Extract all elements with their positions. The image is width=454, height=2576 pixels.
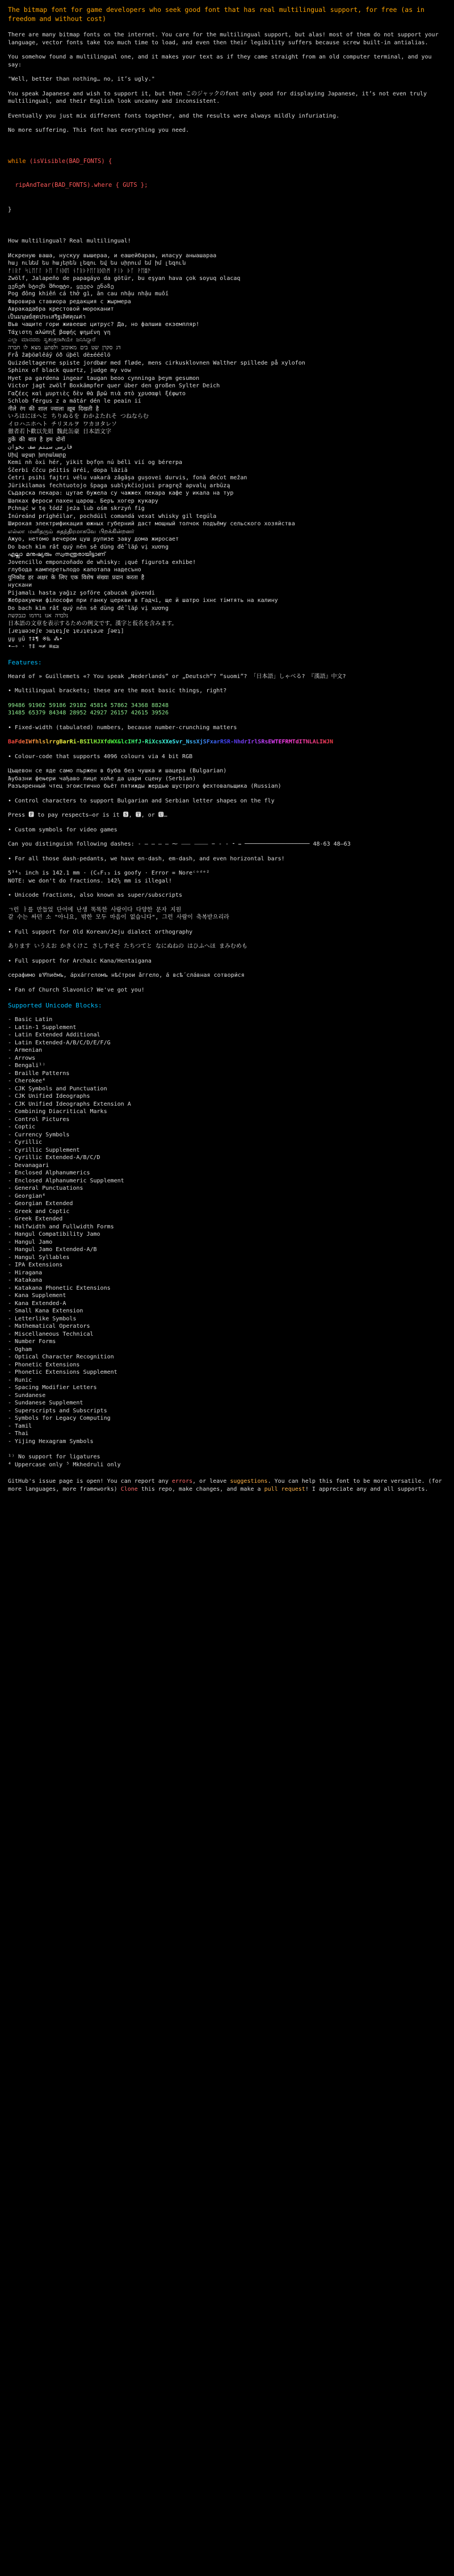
rainbow-char: I bbox=[247, 739, 251, 746]
rainbow-char: T bbox=[292, 739, 296, 746]
sample-line: Frå žæþöølêáý óð úþél dë±ééélö bbox=[8, 352, 111, 359]
rainbow-char: r bbox=[251, 739, 255, 746]
block-item: - Basic Latin bbox=[8, 1017, 53, 1023]
block-item: - Small Kana Extension bbox=[8, 1308, 83, 1315]
block-item: - Cyrillic bbox=[8, 1139, 43, 1146]
code-line-1: (isVisible(BAD_FONTS) { bbox=[26, 157, 112, 165]
rainbow-char: B bbox=[8, 739, 12, 746]
hangul-line: ㄱ런 ㅏ를 만들었 단어에 난생 똑똑한 사람이다 다양한 문자 지원 bbox=[8, 906, 182, 913]
rainbow-char: R bbox=[227, 739, 231, 746]
rainbow-char: J bbox=[96, 739, 100, 746]
bg-line: Цъщевон се яде само пържен в буба без чушка и шацера (Bulgarian) bbox=[8, 768, 227, 775]
rainbow-char: W bbox=[110, 739, 114, 746]
pull-request-link[interactable]: pull request bbox=[264, 1486, 305, 1492]
rainbow-char: d bbox=[295, 739, 299, 746]
rainbow-char: A bbox=[312, 739, 316, 746]
block-item: - Kana Supplement bbox=[8, 1293, 66, 1299]
rainbow-char: x bbox=[209, 739, 213, 746]
code-line-3: } bbox=[8, 206, 12, 213]
sample-line: Τάχιστη αλώπηξ βαφής ψημένη γη bbox=[8, 329, 111, 336]
rainbow-char: X bbox=[165, 739, 169, 746]
rainbow-char: F bbox=[206, 739, 210, 746]
rainbow-char: W bbox=[28, 739, 32, 746]
rainbow-char: R bbox=[69, 739, 73, 746]
rainbow-char: g bbox=[56, 739, 60, 746]
footer-part: . You can help this font to be more versatile. (for more languages, more frameworks) bbox=[8, 1478, 442, 1492]
sample-line: فارسی سینم صف بخوان bbox=[8, 444, 73, 451]
block-item: - Number Forms bbox=[8, 1339, 56, 1345]
rainbow-char: R bbox=[285, 739, 289, 746]
rainbow-char: c bbox=[124, 739, 128, 746]
feature-colour: • Colour-code that supports 4096 colours via 4 bit RGB bbox=[8, 753, 193, 760]
rainbow-char: c bbox=[155, 739, 159, 746]
rainbow-char: l bbox=[39, 739, 43, 746]
rainbow-char: W bbox=[322, 739, 326, 746]
block-item: - Latin Extended Additional bbox=[8, 1032, 100, 1039]
block-item: - Phonetic Extensions Supplement bbox=[8, 1369, 117, 1376]
rainbow-char: X bbox=[100, 739, 104, 746]
blocks-list bbox=[8, 1016, 446, 1445]
block-item: - IPA Extensions bbox=[8, 1262, 63, 1269]
superscript-line: 5³⁴₅ inch is 142.1 mm · (C₆F₁₃ is goofy · Error = Noreᶜᵒᵈᵉ² bbox=[8, 870, 210, 877]
sample-line: 徹者若卜歡以先姐 魏此缶豪 日本語文字 bbox=[8, 429, 112, 436]
block-item: - Hangul Syllables bbox=[8, 1254, 70, 1261]
rainbow-char: H bbox=[93, 739, 97, 746]
rainbow-char: L bbox=[309, 739, 313, 746]
rainbow-char: I bbox=[299, 739, 302, 746]
block-item: - Yijing Hexagram Symbols bbox=[8, 1438, 94, 1445]
feature-kana: • Full support for Archaic Kana/Hentaigana bbox=[8, 957, 152, 964]
rainbow-char: s bbox=[264, 739, 268, 746]
rainbow-char: R bbox=[145, 739, 149, 746]
block-item: - Mathematical Operators bbox=[8, 1323, 90, 1330]
block-item: - Optical Character Recognition bbox=[8, 1354, 114, 1361]
bg-line: Разъяренный чтец эгоистично бьёт пятижды жердью шустрого фехтовальщика (Russian) bbox=[8, 783, 281, 790]
footer-part: , or leave bbox=[192, 1478, 230, 1485]
rainbow-char: a bbox=[213, 739, 217, 746]
code-line-2: ripAndTear(BAD_FONTS).where { GUTS }; bbox=[8, 182, 148, 189]
rainbow-char: J bbox=[326, 739, 330, 746]
rainbow-char: a bbox=[62, 739, 66, 746]
block-item: - Ogham bbox=[8, 1346, 32, 1353]
hangul-line: 같 수는 싸던 소 "아니요, 밖한 모두 마음이 없습니다", 그런 사람이 축복받으리라 bbox=[8, 914, 229, 921]
rainbow-char: T bbox=[275, 739, 279, 746]
rainbow-char: s bbox=[158, 739, 162, 746]
rainbow-char: N bbox=[329, 739, 333, 746]
rainbow-char: j bbox=[199, 739, 203, 746]
rainbow-char: S bbox=[172, 739, 176, 746]
code-snippet bbox=[8, 141, 446, 230]
rainbow-char: R bbox=[220, 739, 224, 746]
feature-brackets: • Multilingual brackets; these are the most basic things, right? bbox=[8, 688, 227, 695]
rainbow-char: - bbox=[230, 739, 234, 746]
block-item: - Hangul Compatibility Jamo bbox=[8, 1231, 100, 1238]
block-item: - Georgian⁴ bbox=[8, 1193, 46, 1199]
rainbow-char: E bbox=[278, 739, 282, 746]
sample-line: нускани bbox=[8, 582, 32, 589]
rainbow-char: f bbox=[103, 739, 107, 746]
rainbow-char: h bbox=[35, 739, 39, 746]
sample-line: Съдарска пекара: цутае бужела су чажжех пекара кафе у икала на тур bbox=[8, 490, 234, 497]
feature-slavonic: • Fan of Church Slavonic? We've got you! bbox=[8, 986, 145, 993]
blocks-title: Supported Unicode Blocks: bbox=[8, 1002, 102, 1010]
sample-heading: How multilingual? Real multilingual! bbox=[8, 238, 131, 245]
sample-line: 日本語の文章を表示するための例文です。漢字と仮名を含みます。 bbox=[8, 620, 178, 627]
sample-line: דג סקרן שט בים מאוכזב ולפתע מצא לו חברה bbox=[8, 344, 121, 351]
rainbow-char: d bbox=[241, 739, 245, 746]
sample-line: Pijamalı hasta yağız şoföre çabucak güvendi bbox=[8, 589, 155, 596]
rainbow-char: a bbox=[11, 739, 15, 746]
rainbow-char: N bbox=[186, 739, 190, 746]
rainbow-char: S bbox=[258, 739, 262, 746]
rainbow-char: r bbox=[216, 739, 220, 746]
rainbow-char: I bbox=[25, 739, 29, 746]
sample-line: Do bach kìm rất quý nên sẽ dùng để lắp vị xương bbox=[8, 543, 169, 550]
sample-line: ∙–∘ · †‡ ≈≠ ≡≤≥ bbox=[8, 643, 60, 650]
rainbow-char: N bbox=[234, 739, 238, 746]
block-item: - Hangul Jamo bbox=[8, 1239, 53, 1245]
rainbow-char: r bbox=[244, 739, 248, 746]
numbers-row: 99486 91902 59186 29182 45814 57862 34368 88248 bbox=[8, 702, 169, 709]
rainbow-char: _ bbox=[182, 739, 186, 746]
block-item: - Enclosed Alphanumerics bbox=[8, 1170, 90, 1177]
rainbow-char: r bbox=[49, 739, 53, 746]
dashes-line: Can you distinguish following dashes: - – — ‒ ― ⁓ ⸺ ⸻ − ‐ ‑ ⁃ ⎯ ─────────────────── 48-63 48–63 bbox=[8, 841, 351, 848]
rainbow-char: f bbox=[134, 739, 138, 746]
sample-line: เป็นมนุษย์สุดประเสริฐเลิศคุณค่า bbox=[8, 313, 86, 320]
rainbow-char: l bbox=[121, 739, 125, 746]
intro-text: The bitmap font for game developers who seek good font that has real multilingual support, for free (as in freedom and without cost) bbox=[8, 6, 424, 23]
rainbow-char: B bbox=[79, 739, 83, 746]
sample-line: Schlob férgus z a mátár dén le peain ií bbox=[8, 398, 141, 405]
rainbow-char: d bbox=[107, 739, 111, 746]
suggestions-link[interactable]: suggestions bbox=[230, 1478, 268, 1485]
footer-part: ! I appreciate any and all supports. bbox=[305, 1486, 428, 1492]
footer-part: GitHub's issue page is open! You can report any bbox=[8, 1478, 172, 1485]
sample-line: எல்லா மனிதரும் சுதந்திரமாகவே பிறக்கின்றனர் bbox=[8, 528, 134, 535]
block-item: - Greek and Coptic bbox=[8, 1208, 70, 1215]
block-item: - Sundanese Supplement bbox=[8, 1400, 83, 1407]
rainbow-char: E bbox=[268, 739, 272, 746]
sample-line: Սիվ աջար խորանարք bbox=[8, 451, 66, 458]
block-item: - Control Pictures bbox=[8, 1116, 70, 1123]
sample-line: Жебракуючи філософи при ганку церкви в Гадчі, ще й шатро іхнє тімтять на калину bbox=[8, 597, 278, 604]
rainbow-char: r bbox=[52, 739, 56, 746]
rainbow-char: H bbox=[131, 739, 135, 746]
rainbow-char: & bbox=[117, 739, 121, 746]
sample-line: Jürikilamas fechtuotojo špaga sublykčiojusi pragręž apvalų arbūzą bbox=[8, 482, 230, 489]
rainbow-char: F bbox=[281, 739, 285, 746]
rainbow-char: i bbox=[73, 739, 77, 746]
sample-line: Във чащите гори живееше цитрус? Да, но фалшив екземпляр! bbox=[8, 321, 200, 328]
rainbow-char: X bbox=[114, 739, 117, 746]
rainbow-char: I bbox=[86, 739, 90, 746]
rainbow-char: - bbox=[76, 739, 80, 746]
block-item: - Sundanese bbox=[8, 1392, 46, 1399]
block-item: - Currency Symbols bbox=[8, 1131, 70, 1138]
rainbow-char: s bbox=[42, 739, 46, 746]
block-item: - Halfwidth and Fullwidth Forms bbox=[8, 1223, 114, 1230]
block-item: - Spacing Modifier Letters bbox=[8, 1385, 97, 1391]
rainbow-char: S bbox=[83, 739, 87, 746]
paragraph: No more suffering. This font has everything you need. bbox=[8, 127, 190, 134]
rainbow-char: R bbox=[261, 739, 265, 746]
sample-line: എല്ലാ മനുഷ്യരും സ്വതന്ത്രരായിട്ടാണ് bbox=[8, 551, 106, 558]
sample-line: Četri psihi fajtri vélu vakară zâgășa gușovei durvis, fonă ďećot mežan bbox=[8, 475, 247, 482]
rainbow-char: F bbox=[15, 739, 19, 746]
rainbow-char: J bbox=[138, 739, 142, 746]
features-title: Features: bbox=[8, 658, 42, 666]
code-keyword: while bbox=[8, 157, 26, 165]
block-item: - Bengali¹⁾ bbox=[8, 1063, 46, 1069]
sample-line: Искреную ваша, нускуу вышераа, и еашейбараа, иласуу аныашараа bbox=[8, 252, 217, 259]
block-item: - CJK Unified Ideographs Extension A bbox=[8, 1101, 131, 1107]
sample-line: Quizdeltagerne spiste jordbær med fløde, mens cirkusklovnen Walther spillede på xylofon bbox=[8, 359, 305, 366]
footnotes bbox=[8, 1453, 446, 1469]
rainbow-char: s bbox=[189, 739, 193, 746]
rainbow-char: h bbox=[237, 739, 241, 746]
paragraph: Eventually you just mix different fonts together, and the results were always mildly infuriating. bbox=[8, 112, 339, 119]
slavonic-line: серафимо вѰ̆пиёмъ, а́рха́ггеломъ нѣ́строи ̀а́ггело, а́ всѣ́ сла́вная сотвори́ся bbox=[8, 972, 245, 979]
block-item: - Braille Patterns bbox=[8, 1070, 70, 1077]
block-item: - Symbols for Legacy Computing bbox=[8, 1415, 111, 1422]
footer-text bbox=[8, 1478, 446, 1493]
sample-line: Kemi nǹ òxi hér, yikit bọfọn nú bé̀lì vií og bérerpa bbox=[8, 459, 183, 466]
sample-line: Γαζέες καὶ μυρτιὲς δὲν θὰ βρῶ πιὰ στὸ χρυσαφὶ ξέφωτο bbox=[8, 390, 186, 397]
feature-custom-symbols: • Custom symbols for video games bbox=[8, 826, 117, 833]
block-item: - Letterlike Symbols bbox=[8, 1315, 77, 1322]
block-item: - Katakana Phonetic Extensions bbox=[8, 1285, 111, 1291]
rainbow-char: M bbox=[288, 739, 292, 746]
sample-line: Zwölf, Jalapeño de papagáyo da götür, bu eşyan hava çok soyuq olacaq bbox=[8, 275, 241, 282]
rainbow-char: s bbox=[192, 739, 196, 746]
errors-link[interactable]: errors bbox=[171, 1478, 193, 1485]
block-item: - Combining Diacritical Marks bbox=[8, 1109, 107, 1115]
rainbow-char: T bbox=[302, 739, 306, 746]
sample-line: Sphinx of black quartz, judge my vow bbox=[8, 367, 131, 374]
rainbow-char: r bbox=[66, 739, 70, 746]
footnote: ⁴ Uppercase only ⁵ Mkhedruli only bbox=[8, 1461, 121, 1468]
clone-link[interactable]: Clone bbox=[120, 1486, 138, 1492]
block-item: - Kana Extended-A bbox=[8, 1300, 66, 1307]
block-item: - Armenian bbox=[8, 1047, 43, 1054]
block-item: - Katakana bbox=[8, 1277, 43, 1284]
press-line: Press 🅵 to pay respects—or is it 🆂, 🆃, or 🆄… bbox=[8, 812, 167, 819]
rainbow-char: X bbox=[196, 739, 200, 746]
block-item: - Enclosed Alphanumeric Supplement bbox=[8, 1177, 124, 1184]
block-item: - Latin Extended-A/B/C/D/E/F/G bbox=[8, 1039, 111, 1046]
paragraph: There are many bitmap fonts on the internet. You care for the multilingual support, but alas! most of them do not support your language, vector fonts take too much time to load, and even then their legibility suffers because screw built-in antialias. bbox=[8, 32, 439, 46]
numbers-row: 31485 65379 84348 28952 42927 26157 42615 39526 bbox=[8, 710, 169, 717]
block-item: - Miscellaneous Technical bbox=[8, 1331, 94, 1337]
sample-line: Hyet pa gardena ingear taugan beoo cynninga þeym gesumon bbox=[8, 375, 200, 382]
bg-line: Љубазни фењери чађаво лице хоће да џари сцену (Serbian) bbox=[8, 775, 196, 782]
sample-line: ṵṷ ṳṹ †‡¶ ※‰ ⁂‣ bbox=[8, 635, 63, 642]
block-item: - General Punctuations bbox=[8, 1185, 83, 1192]
rainbow-char: S bbox=[223, 739, 227, 746]
sample-line: नीले रंग की शाल ज्वाला ख़ूब दिखती है bbox=[8, 405, 99, 412]
footnote: ¹⁾ No support for ligatures bbox=[8, 1454, 100, 1461]
sample-line: Шапках фероси пахен царош. Беръ хогер кукару bbox=[8, 497, 158, 504]
feature-korean: • Full support for Old Korean/Jeju dialect orthography bbox=[8, 929, 193, 935]
block-item: - CJK Symbols and Punctuation bbox=[8, 1085, 107, 1092]
block-item: - Latin-1 Supplement bbox=[8, 1024, 77, 1031]
rainbow-char: S bbox=[203, 739, 207, 746]
rainbow-char: e bbox=[169, 739, 173, 746]
block-item: - Cherokee⁴ bbox=[8, 1078, 46, 1085]
sample-line: Victor jagt zwölf Boxkämpfer quer über den großen Sylter Deich bbox=[8, 383, 220, 390]
rainbow-char: B bbox=[59, 739, 63, 746]
feature-dashes: • For all those dash-pedants, we have en-dash, em-dash, and even horizontal bars! bbox=[8, 855, 285, 862]
sample-lines bbox=[8, 252, 446, 651]
sample-line: Широкая электрификация южных губерний даст мощный толчок подъёму сельского хозяйства bbox=[8, 521, 295, 528]
rainbow-char: X bbox=[162, 739, 166, 746]
feature-fixed: • Fixed-width (tabulated) numbers, because number-crunching matters bbox=[8, 724, 237, 731]
rainbow-char: - bbox=[141, 739, 145, 746]
rainbow-char: i bbox=[148, 739, 152, 746]
kana-line: あります いうえお かきくけこ さしすせそ たちつてと なにぬねの はひふへほ まみむめも bbox=[8, 943, 248, 950]
feature-heard: Heard of » Guillemets «? You speak „Nederlands” or „Deutsch“? “suomi”? 「日本語」しゃべる? 『漢語』中文? bbox=[8, 673, 346, 680]
block-item: - Hiragana bbox=[8, 1269, 43, 1276]
rainbow-char: N bbox=[305, 739, 309, 746]
rainbow-char: f bbox=[32, 739, 36, 746]
block-item: - Phonetic Extensions bbox=[8, 1361, 80, 1368]
sample-line: ვენერ სტიქს შრიფტი, ყველა ენაზე bbox=[8, 283, 114, 290]
rainbow-char: l bbox=[90, 739, 94, 746]
block-item: - Georgian Extended bbox=[8, 1201, 73, 1207]
rainbow-char: I bbox=[128, 739, 132, 746]
sample-line: युनिकोड हर अक्षर के लिए एक विशेष संख्या प्रदान करता है bbox=[8, 574, 145, 581]
sample-line: հայ ունեմ ես հայերեն լեզու եվ ես սիրում եմ իմ լեզուն bbox=[8, 260, 186, 267]
block-item: - Cyrillic Supplement bbox=[8, 1147, 80, 1153]
rainbow-char: X bbox=[152, 739, 155, 746]
sample-line: глубода камперетьлодо капотапа надесъно bbox=[8, 567, 141, 574]
sample-line: Авракадабра крестовой мороканит bbox=[8, 306, 114, 313]
sample-line: Pog đông khiến cá thở gì, ăn cau nhậu nhậu muối bbox=[8, 291, 169, 298]
sample-line: Ажуо, нетомо вечером цуш рупизе заву дома жиросает bbox=[8, 536, 179, 543]
rainbow-char: W bbox=[271, 739, 275, 746]
block-item: - Greek Extended bbox=[8, 1216, 63, 1223]
sample-line: Ščerbi ččcu péitis äréi, dopa läziä bbox=[8, 467, 128, 474]
feature-control: • Control characters to support Bulgarian and Serbian letter shapes on the fly bbox=[8, 797, 275, 804]
block-item: - Hangul Jamo Extended-A/B bbox=[8, 1247, 97, 1253]
block-item: - Superscripts and Subscripts bbox=[8, 1407, 107, 1414]
block-item: - Thai bbox=[8, 1431, 29, 1437]
paragraph: You speak Japanese and wish to support it, but then このジャックのfont only good for displaying Japanese, it’s not even truly multilingual, and their English look uncanny and inconsistent. bbox=[8, 90, 427, 105]
rainbow-char: L bbox=[316, 739, 320, 746]
quote: "Well, better than nothing… no, it’s ugly." bbox=[8, 76, 155, 83]
rainbow-char: I bbox=[319, 739, 323, 746]
block-item: - Cyrillic Extended-A/B/C/D bbox=[8, 1155, 100, 1161]
block-item: - Coptic bbox=[8, 1124, 36, 1131]
sample-line: [ɹɐʇɯǝɔɐʃɐ ɔɯʇɐʇʃɐ ʇɐɹʇɐʇǝɹɐ ʃəɐʇ] bbox=[8, 628, 124, 635]
sample-line: ಎಲ್ಲಾ ಮಾನವರು ಸ್ವತಂತ್ರರಾಗಿಯೇ ಜನಿಸಿದ್ದಾರೆ bbox=[8, 337, 96, 344]
feature-unicode-fractions: • Unicode fractions, also known as super/subscripts bbox=[8, 892, 183, 899]
block-item: - Runic bbox=[8, 1377, 32, 1383]
rainbow-text bbox=[8, 738, 446, 746]
block-item: - Devanagari bbox=[8, 1162, 49, 1169]
rainbow-char: d bbox=[18, 739, 22, 746]
superscript-note: NOTE: we don't do fractions. 142⅓ mm is illegal! bbox=[8, 877, 172, 884]
rainbow-char: v bbox=[175, 739, 179, 746]
sample-line: ᚠᛁᚱᚩ ᛋᚳᛖᚪᛚ ᚦᛖ ᚪᚾᛞᛖ ᚾᚩᚱᚦᚹᛖᚪᚱᛞᚢᛗ ᚹᛁᚦ ᚦᚪ ᚹᛖᛥᚫ bbox=[8, 267, 152, 274]
block-item: - Tamil bbox=[8, 1423, 32, 1429]
rainbow-char: e bbox=[22, 739, 26, 746]
paragraph: You somehow found a multilingual one, and it makes your text as if they came straight from an old computer terminal, and you say: bbox=[8, 54, 432, 68]
rainbow-char: r bbox=[179, 739, 183, 746]
sample-line: Jovencillo emponzoñado de whisky: ¡qué figurota exhibe! bbox=[8, 559, 196, 566]
sample-line: Do bach kìm rất quý nên sẽ dùng để lắp vị xương bbox=[8, 605, 169, 612]
sample-line: いろはにほへと ちりぬるを わかよたれそ つねならむ bbox=[8, 413, 149, 420]
sample-line: イロハニホヘト チリヌルヲ ワカヨタレソ bbox=[8, 421, 117, 428]
footer-part: this repo, make changes, and make a bbox=[137, 1486, 264, 1492]
sample-line: נלבדה אנו נרדמו כנבקשת bbox=[8, 613, 69, 620]
block-item: - CJK Unified Ideographs bbox=[8, 1093, 90, 1100]
sample-line: Фаровира ставиора редакция с жырмера bbox=[8, 298, 131, 305]
rainbow-char: l bbox=[45, 739, 49, 746]
rainbow-char: l bbox=[254, 739, 258, 746]
sample-line: Pchnąć w tę łódź jeża lub ośm skrzyń fig bbox=[8, 505, 145, 512]
sample-line: ठुकें की बात है हम दोनों bbox=[8, 436, 65, 443]
sample-line: Ínúreánd príghéilar, pochdúil comandá vexat whisky gil tegúla bbox=[8, 513, 217, 520]
block-item: - Arrows bbox=[8, 1055, 36, 1061]
